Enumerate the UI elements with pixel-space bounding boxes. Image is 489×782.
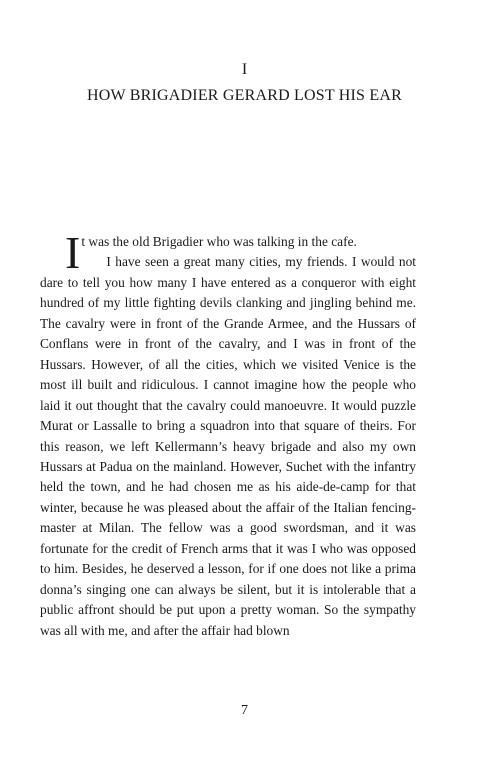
chapter-number: I	[241, 61, 248, 78]
first-paragraph-text: t was the old Brigadier who was talking in the cafe.	[81, 234, 357, 249]
chapter-body	[40, 227, 416, 641]
drop-cap: I	[65, 227, 81, 278]
page-number: 7	[241, 703, 248, 718]
second-paragraph: I have seen a great many cities, my friends. I would not dare to tell you how many I have entered as a conqueror with eight hundred of my little fighting devils clanking and jingling behind me. The cavalry were in front of the Grande Armee, and the Hussars of Conflans were in front of the cavalry, and I was in front of the Hussars. However, of all the cities, which we visited Venice is the most ill built and ridiculous. I cannot imagine how the people who laid it out thought that the cavalry could manoeuvre. It would puzzle Murat or Lassalle to bring a squadron into that square of theirs. For this reason, we left Kellermann’s heavy brigade and also my own Hussars at Padua on the mainland. However, Suchet with the infantry held the town, and he had chosen me as his aide-de-camp for that winter, because he was pleased about the affair of the Italian fencing-master at Milan. The fellow was a good swordsman, and it was fortunate for the credit of French arms that it was I who was opposed to him. Besides, he deserved a lesson, for if one does not like a prima donna’s singing one can always be silent, but it is intolerable that a public affront should be put upon a pretty woman. So the sympathy was all with me, and after the affair had blown	[40, 254, 416, 638]
first-paragraph	[40, 227, 416, 278]
chapter-title: HOW BRIGADIER GERARD LOST HIS EAR	[87, 87, 402, 104]
